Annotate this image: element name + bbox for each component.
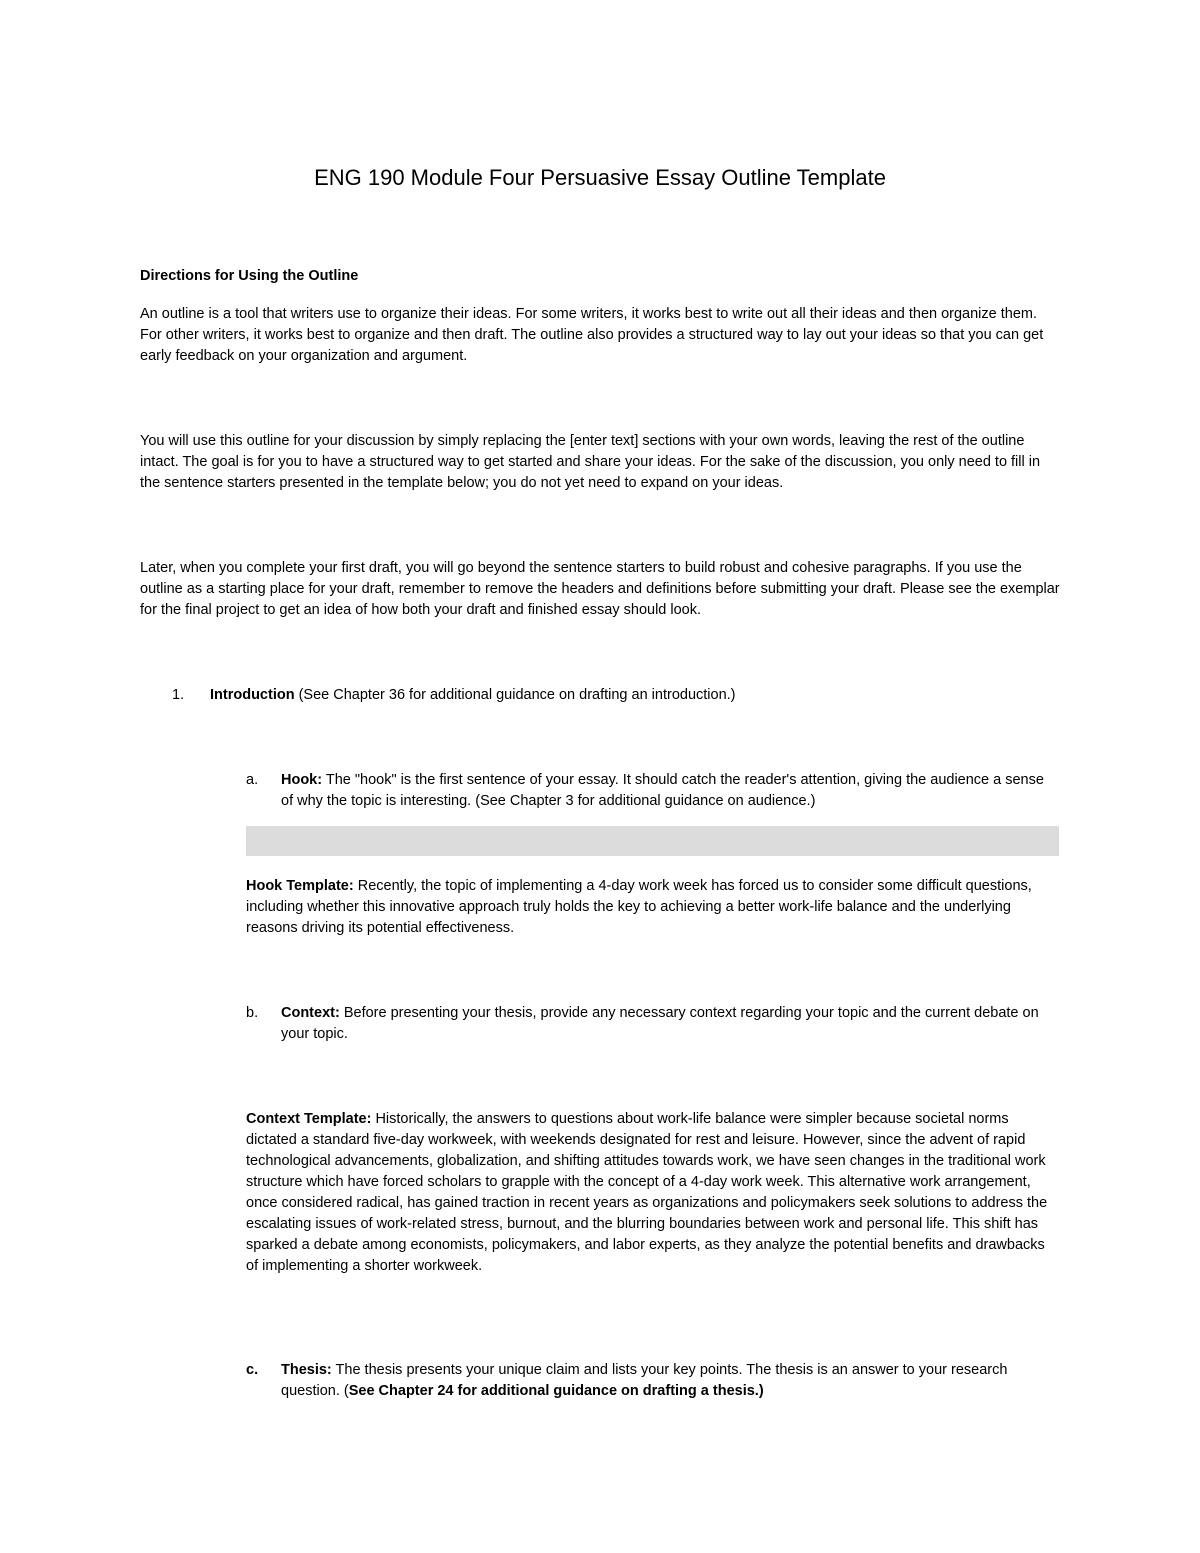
context-label: Context: (281, 1005, 340, 1021)
directions-paragraph-2: You will use this outline for your discussion by simply replacing the [enter text] sections with your own words, leaving the rest of the outline intact. The goal is for you to have a structured way to get started and share your ideas. For the sake of the discussion, you only need to fill in the sentence starters presented in the template below; you do not yet need to expand on your ideas. (140, 433, 1041, 491)
list-marker: a. (246, 772, 259, 788)
context-template (246, 1109, 1058, 1277)
thesis-chapter-note: See Chapter 24 for additional guidance on drafting a thesis.) (348, 1383, 764, 1399)
introduction-label: Introduction (210, 687, 295, 703)
outline-item-hook (246, 770, 1058, 812)
introduction-note: (See Chapter 36 for additional guidance on drafting an introduction.) (294, 687, 736, 703)
list-marker: c. (246, 1362, 259, 1378)
hook-template-text: Recently, the topic of implementing a 4-day work week has forced us to consider some difficult questions, including whether this innovative approach truly holds the key to achieving a better work-life balance and the underlying reasons driving its potential effectiveness. (246, 878, 1032, 936)
hook-template (246, 876, 1058, 939)
hook-description: The "hook" is the first sentence of your essay. It should catch the reader's attention, giving the audience a sense of why the topic is interesting. (See Chapter 3 for additional guidance on audience.) (281, 772, 1044, 809)
context-description: Before presenting your thesis, provide any necessary context regarding your topic and the current debate on your topic. (281, 1005, 1039, 1042)
hook-template-label: Hook Template: (246, 878, 354, 894)
directions-heading: Directions for Using the Outline (140, 268, 359, 284)
outline-item-context (246, 1003, 1058, 1045)
page-title: ENG 190 Module Four Persuasive Essay Outline Template (314, 165, 886, 190)
thesis-description: The thesis presents your unique claim and lists your key points. The thesis is an answer to your research question. ( (281, 1362, 1008, 1399)
outline-item-introduction (172, 685, 1052, 706)
text-entry-box[interactable] (246, 826, 1059, 856)
list-marker: b. (246, 1005, 259, 1021)
context-template-label: Context Template: (246, 1111, 372, 1127)
hook-label: Hook: (281, 772, 323, 788)
list-number: 1. (172, 687, 185, 703)
directions-paragraph-3: Later, when you complete your first draft, you will go beyond the sentence starters to build robust and cohesive paragraphs. If you use the outline as a starting place for your draft, remember to remove the headers and definitions before submitting your draft. Please see the exemplar for the final project to get an idea of how both your draft and finished essay should look. (140, 560, 1060, 618)
directions-paragraph-1: An outline is a tool that writers use to organize their ideas. For some writers, it works best to write out all their ideas and then organize them. For other writers, it works best to organize and then draft. The outline also provides a structured way to lay out your ideas so that you can get early feedback on your organization and argument. (140, 306, 1044, 364)
context-template-text: Historically, the answers to questions about work-life balance were simpler because societal norms dictated a standard five-day workweek, with weekends designated for rest and leisure. However, since the advent of rapid technological advancements, globalization, and shifting attitudes towards work, we have seen changes in the traditional work structure which have forced scholars to grapple with the concept of a 4-day work week. This alternative work arrangement, once considered radical, has gained traction in recent years as organizations and policymakers seek solutions to address the escalating issues of work-related stress, burnout, and the blurring boundaries between work and personal life. This shift has sparked a debate among economists, policymakers, and labor experts, as they analyze the potential benefits and drawbacks of implementing a shorter workweek. (246, 1111, 1048, 1274)
outline-item-thesis (246, 1360, 1058, 1402)
thesis-label: Thesis: (281, 1362, 332, 1378)
